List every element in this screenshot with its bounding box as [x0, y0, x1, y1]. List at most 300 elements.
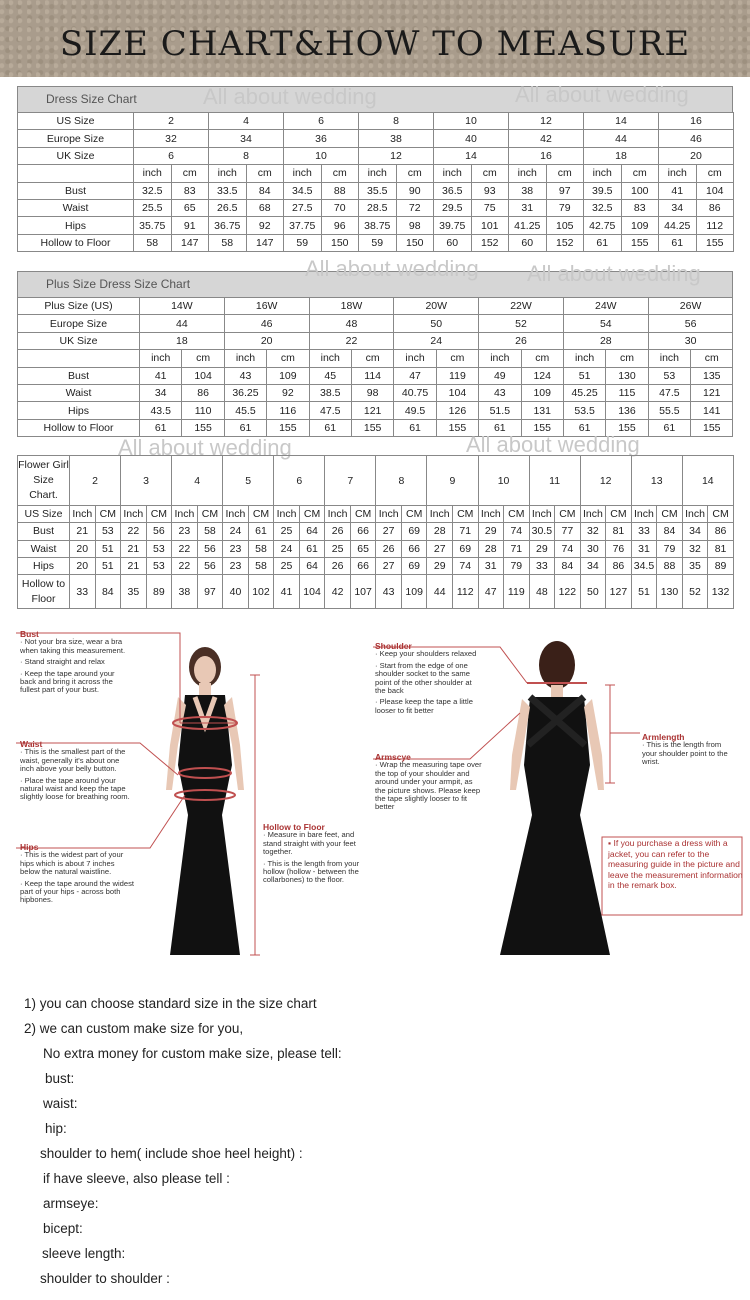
- watermark: All about wedding: [118, 435, 292, 460]
- table-row: [18, 130, 734, 147]
- value-cell: 27.5: [284, 199, 322, 216]
- unit-cell: CM: [248, 506, 274, 523]
- value-cell: 50: [580, 575, 606, 609]
- value-cell: 61: [659, 234, 697, 251]
- size-cell: 5: [223, 456, 274, 506]
- unit-cell: CM: [504, 506, 530, 523]
- value-cell: 86: [182, 384, 224, 401]
- value-cell: 97: [197, 575, 223, 609]
- table-row: [18, 332, 733, 349]
- value-cell: 66: [401, 540, 427, 557]
- unit-cell: cm: [546, 165, 584, 182]
- value-cell: 29: [427, 557, 453, 574]
- table-row: [18, 367, 733, 384]
- value-cell: 112: [452, 575, 478, 609]
- value-cell: 98: [351, 384, 393, 401]
- value-cell: 25: [325, 540, 351, 557]
- size-cell: 9: [427, 456, 478, 506]
- row-label: Hollow to Floor: [18, 234, 134, 251]
- jacket-note-text: If you purchase a dress with a jacket, you can refer to the measuring guide in the picture and leave the measurement information in the remark box.: [608, 838, 743, 891]
- hollow-tip: · This is the length from your hollow (hollow - between the collarbones) to the floor.: [263, 860, 363, 885]
- value-cell: 20: [70, 540, 96, 557]
- value-cell: 34: [682, 523, 708, 540]
- unit-cell: cm: [171, 165, 209, 182]
- size-cell: 38: [359, 130, 434, 147]
- value-cell: 69: [401, 523, 427, 540]
- value-cell: 112: [696, 217, 734, 234]
- instruction-line: shoulder to shoulder :: [40, 1271, 170, 1286]
- value-cell: 39.75: [434, 217, 472, 234]
- value-cell: 79: [657, 540, 683, 557]
- hollow-heading: Hollow to Floor: [263, 822, 325, 832]
- value-cell: 69: [452, 540, 478, 557]
- value-cell: 28: [427, 523, 453, 540]
- row-label: Bust: [18, 523, 70, 540]
- size-cell: 56: [648, 315, 733, 332]
- value-cell: 48: [529, 575, 555, 609]
- size-cell: 14W: [140, 298, 225, 315]
- value-cell: 47: [478, 575, 504, 609]
- shoulder-heading: Shoulder: [375, 641, 412, 651]
- size-cell: 6: [274, 456, 325, 506]
- instruction-line: 1) you can choose standard size in the size chart: [24, 996, 317, 1011]
- value-cell: 45.25: [563, 384, 605, 401]
- dress-size-table: [17, 112, 734, 252]
- unit-cell: Inch: [631, 506, 657, 523]
- value-cell: 61: [648, 419, 690, 436]
- value-cell: 90: [396, 182, 434, 199]
- value-cell: 38.75: [359, 217, 397, 234]
- unit-cell: CM: [555, 506, 581, 523]
- page-title: SIZE CHART&HOW TO MEASURE: [59, 24, 691, 64]
- plus-chart-title: Plus Size Dress Size Chart: [17, 271, 733, 298]
- value-cell: 84: [246, 182, 284, 199]
- value-cell: 155: [267, 419, 309, 436]
- table-row: [18, 234, 734, 251]
- shoulder-tip: · Start from the edge of one shoulder socket to the same point of the other shoulder at the back: [375, 662, 480, 696]
- waist-heading: Waist: [20, 739, 43, 749]
- unit-cell: inch: [359, 165, 397, 182]
- value-cell: 34.5: [631, 557, 657, 574]
- value-cell: 76: [606, 540, 632, 557]
- value-cell: 60: [434, 234, 472, 251]
- table-row: [18, 217, 734, 234]
- size-cell: 14: [584, 113, 659, 130]
- value-cell: 100: [621, 182, 659, 199]
- value-cell: 88: [657, 557, 683, 574]
- instruction-line: shoulder to hem( include shoe heel height) :: [40, 1146, 303, 1161]
- value-cell: 26: [325, 523, 351, 540]
- value-cell: 155: [621, 234, 659, 251]
- size-cell: 28: [563, 332, 648, 349]
- back-model-figure: [500, 641, 610, 955]
- value-cell: 71: [452, 523, 478, 540]
- value-cell: 155: [436, 419, 478, 436]
- size-cell: 52: [479, 315, 564, 332]
- value-cell: 66: [350, 523, 376, 540]
- value-cell: 64: [299, 557, 325, 574]
- table-row: [18, 557, 734, 574]
- unit-cell: inch: [394, 350, 436, 367]
- value-cell: 70: [321, 199, 359, 216]
- value-cell: 104: [436, 384, 478, 401]
- table-row: [18, 315, 733, 332]
- bust-tip: · Keep the tape around your back and bring it across the fullest part of your bust.: [20, 670, 130, 695]
- unit-cell: Inch: [325, 506, 351, 523]
- table-row: [18, 199, 734, 216]
- value-cell: 33: [70, 575, 96, 609]
- size-cell: 20W: [394, 298, 479, 315]
- unit-cell: Inch: [376, 506, 402, 523]
- value-cell: 35: [121, 575, 147, 609]
- hips-tip: · This is the widest part of your hips which is about 7 inches below the natural waistline.: [20, 851, 135, 876]
- value-cell: 61: [248, 523, 274, 540]
- value-cell: 121: [691, 384, 733, 401]
- row-label: Bust: [18, 182, 134, 199]
- value-cell: 39.5: [584, 182, 622, 199]
- hollow-tip: · Measure in bare feet, and stand straight with your feet together.: [263, 831, 363, 856]
- value-cell: 119: [504, 575, 530, 609]
- size-cell: 26: [479, 332, 564, 349]
- unit-cell: Inch: [274, 506, 300, 523]
- row-label: Bust: [18, 367, 140, 384]
- value-cell: 32.5: [584, 199, 622, 216]
- unit-cell: inch: [584, 165, 622, 182]
- value-cell: 61: [563, 419, 605, 436]
- unit-cell: Inch: [172, 506, 198, 523]
- value-cell: 29.5: [434, 199, 472, 216]
- shoulder-instructions: [375, 642, 480, 715]
- size-cell: 10: [284, 147, 359, 164]
- unit-cell: cm: [396, 165, 434, 182]
- size-cell: 24: [394, 332, 479, 349]
- value-cell: 89: [146, 575, 172, 609]
- size-cell: 2: [70, 456, 121, 506]
- value-cell: 49: [479, 367, 521, 384]
- hips-heading: Hips: [20, 842, 39, 852]
- size-cell: 44: [140, 315, 225, 332]
- size-cell: 42: [509, 130, 584, 147]
- value-cell: 65: [171, 199, 209, 216]
- size-cell: 10: [478, 456, 529, 506]
- value-cell: 84: [555, 557, 581, 574]
- value-cell: 30: [580, 540, 606, 557]
- row-label: US Size: [18, 113, 134, 130]
- value-cell: 72: [396, 199, 434, 216]
- size-cell: 4: [172, 456, 223, 506]
- flower-girl-header: Flower Girl Size Chart.: [18, 456, 70, 506]
- value-cell: 43: [479, 384, 521, 401]
- value-cell: 25.5: [134, 199, 172, 216]
- bust-heading: Bust: [20, 629, 39, 639]
- table-row: [18, 384, 733, 401]
- size-cell: 24W: [563, 298, 648, 315]
- value-cell: 41.25: [509, 217, 547, 234]
- value-cell: 43: [224, 367, 266, 384]
- size-cell: 20: [659, 147, 734, 164]
- value-cell: 32.5: [134, 182, 172, 199]
- unit-cell: cm: [246, 165, 284, 182]
- shoulder-tip: · Keep your shoulders relaxed: [375, 650, 480, 658]
- size-cell: 46: [659, 130, 734, 147]
- value-cell: 75: [471, 199, 509, 216]
- value-cell: 34: [659, 199, 697, 216]
- unit-cell: CM: [197, 506, 223, 523]
- value-cell: 61: [140, 419, 182, 436]
- value-cell: 141: [691, 402, 733, 419]
- watermark: All about wedding: [203, 84, 377, 109]
- unit-cell: inch: [140, 350, 182, 367]
- table-row: [18, 147, 734, 164]
- unit-cell: inch: [134, 165, 172, 182]
- value-cell: 58: [209, 234, 247, 251]
- value-cell: 53: [648, 367, 690, 384]
- value-cell: 51: [95, 557, 121, 574]
- size-cell: 10: [434, 113, 509, 130]
- watermark: All about wedding: [527, 261, 701, 286]
- armscye-tip: · Wrap the measuring tape over the top of your shoulder and around under your armpit, as the picture shows. Please keep the tape slightly looser to fit better: [375, 761, 485, 811]
- value-cell: 81: [606, 523, 632, 540]
- value-cell: 41: [659, 182, 697, 199]
- value-cell: 58: [134, 234, 172, 251]
- size-cell: 16W: [224, 298, 309, 315]
- value-cell: 36.5: [434, 182, 472, 199]
- value-cell: 29: [529, 540, 555, 557]
- value-cell: 36.75: [209, 217, 247, 234]
- value-cell: 55.5: [648, 402, 690, 419]
- size-cell: 40: [434, 130, 509, 147]
- armscye-instructions: [375, 753, 485, 812]
- table-row: [18, 506, 734, 523]
- value-cell: 22: [121, 523, 147, 540]
- value-cell: 47.5: [309, 402, 351, 419]
- instruction-line: bust:: [45, 1071, 75, 1086]
- value-cell: 22: [172, 540, 198, 557]
- value-cell: 20: [70, 557, 96, 574]
- value-cell: 155: [606, 419, 648, 436]
- value-cell: 21: [121, 540, 147, 557]
- value-cell: 33.5: [209, 182, 247, 199]
- value-cell: 56: [197, 540, 223, 557]
- value-cell: 102: [248, 575, 274, 609]
- watermark: All about wedding: [515, 82, 689, 107]
- value-cell: 131: [521, 402, 563, 419]
- row-label: [18, 350, 140, 367]
- unit-cell: cm: [267, 350, 309, 367]
- value-cell: 74: [555, 540, 581, 557]
- value-cell: 27: [427, 540, 453, 557]
- armlength-instructions: [642, 733, 737, 767]
- armlength-heading: Armlength: [642, 732, 685, 742]
- unit-cell: cm: [606, 350, 648, 367]
- value-cell: 41: [274, 575, 300, 609]
- instruction-line: sleeve length:: [42, 1246, 126, 1261]
- size-cell: 12: [580, 456, 631, 506]
- size-cell: 34: [209, 130, 284, 147]
- unit-cell: cm: [351, 350, 393, 367]
- size-cell: 14: [682, 456, 733, 506]
- unit-cell: inch: [648, 350, 690, 367]
- value-cell: 38.5: [309, 384, 351, 401]
- value-cell: 83: [621, 199, 659, 216]
- size-cell: 13: [631, 456, 682, 506]
- value-cell: 127: [606, 575, 632, 609]
- value-cell: 130: [606, 367, 648, 384]
- value-cell: 150: [321, 234, 359, 251]
- value-cell: 91: [171, 217, 209, 234]
- unit-cell: CM: [146, 506, 172, 523]
- value-cell: 29: [478, 523, 504, 540]
- value-cell: 92: [267, 384, 309, 401]
- value-cell: 34: [140, 384, 182, 401]
- armlength-tip: · This is the length from your shoulder point to the wrist.: [642, 741, 737, 766]
- waist-tip: · This is the smallest part of the waist, generally it's about one inch above your belly button.: [20, 748, 135, 773]
- unit-cell: inch: [209, 165, 247, 182]
- value-cell: 71: [504, 540, 530, 557]
- value-cell: 79: [504, 557, 530, 574]
- unit-cell: Inch: [70, 506, 96, 523]
- value-cell: 65: [350, 540, 376, 557]
- instruction-line: if have sleeve, also please tell :: [43, 1171, 230, 1186]
- unit-cell: cm: [182, 350, 224, 367]
- value-cell: 26: [376, 540, 402, 557]
- value-cell: 58: [197, 523, 223, 540]
- value-cell: 79: [546, 199, 584, 216]
- hollow-instructions: [263, 823, 363, 885]
- flower-girl-table: [17, 455, 734, 609]
- value-cell: 33: [631, 523, 657, 540]
- size-cell: 18: [584, 147, 659, 164]
- value-cell: 83: [171, 182, 209, 199]
- value-cell: 109: [621, 217, 659, 234]
- value-cell: 51: [563, 367, 605, 384]
- row-label: Europe Size: [18, 315, 140, 332]
- unit-cell: cm: [621, 165, 659, 182]
- value-cell: 66: [350, 557, 376, 574]
- value-cell: 105: [546, 217, 584, 234]
- value-cell: 22: [172, 557, 198, 574]
- value-cell: 36.25: [224, 384, 266, 401]
- value-cell: 92: [246, 217, 284, 234]
- value-cell: 44: [427, 575, 453, 609]
- value-cell: 132: [708, 575, 734, 609]
- bust-tip: · Stand straight and relax: [20, 658, 130, 666]
- unit-cell: inch: [563, 350, 605, 367]
- value-cell: 37.75: [284, 217, 322, 234]
- value-cell: 96: [321, 217, 359, 234]
- value-cell: 23: [223, 557, 249, 574]
- size-cell: 4: [209, 113, 284, 130]
- value-cell: 25: [274, 557, 300, 574]
- instruction-line: waist:: [43, 1096, 78, 1111]
- waist-tip: · Place the tape around your natural waist and keep the tape slightly loose for breathing room.: [20, 777, 135, 802]
- title-banner: [0, 0, 750, 77]
- value-cell: 42.75: [584, 217, 622, 234]
- value-cell: 23: [223, 540, 249, 557]
- value-cell: 56: [146, 523, 172, 540]
- size-cell: 46: [224, 315, 309, 332]
- size-cell: 18W: [309, 298, 394, 315]
- value-cell: 40.75: [394, 384, 436, 401]
- value-cell: 60: [509, 234, 547, 251]
- value-cell: 28: [478, 540, 504, 557]
- value-cell: 93: [471, 182, 509, 199]
- value-cell: 81: [708, 540, 734, 557]
- value-cell: 61: [479, 419, 521, 436]
- value-cell: 109: [521, 384, 563, 401]
- row-label: Waist: [18, 384, 140, 401]
- unit-cell: cm: [321, 165, 359, 182]
- unit-cell: inch: [309, 350, 351, 367]
- value-cell: 44.25: [659, 217, 697, 234]
- size-cell: 14: [434, 147, 509, 164]
- table-row: [18, 165, 734, 182]
- row-label: Waist: [18, 540, 70, 557]
- row-label: Plus Size (US): [18, 298, 140, 315]
- table-row: [18, 350, 733, 367]
- value-cell: 152: [546, 234, 584, 251]
- dress-chart-title: Dress Size Chart: [17, 86, 733, 113]
- value-cell: 43.5: [140, 402, 182, 419]
- value-cell: 43: [376, 575, 402, 609]
- value-cell: 58: [248, 540, 274, 557]
- value-cell: 35.5: [359, 182, 397, 199]
- value-cell: 126: [436, 402, 478, 419]
- row-label: UK Size: [18, 332, 140, 349]
- bust-instructions: [20, 630, 130, 695]
- value-cell: 147: [171, 234, 209, 251]
- value-cell: 61: [224, 419, 266, 436]
- value-cell: 147: [246, 234, 284, 251]
- unit-cell: inch: [224, 350, 266, 367]
- value-cell: 136: [606, 402, 648, 419]
- value-cell: 155: [696, 234, 734, 251]
- table-row: [18, 298, 733, 315]
- value-cell: 51: [631, 575, 657, 609]
- value-cell: 31: [478, 557, 504, 574]
- value-cell: 47.5: [648, 384, 690, 401]
- value-cell: 45.5: [224, 402, 266, 419]
- table-row: [18, 456, 734, 506]
- value-cell: 56: [197, 557, 223, 574]
- size-cell: 8: [359, 113, 434, 130]
- unit-cell: CM: [299, 506, 325, 523]
- shoulder-tip: · Please keep the tape a little looser to fit better: [375, 698, 480, 715]
- unit-cell: Inch: [478, 506, 504, 523]
- value-cell: 26: [325, 557, 351, 574]
- value-cell: 155: [521, 419, 563, 436]
- value-cell: 115: [606, 384, 648, 401]
- size-cell: 26W: [648, 298, 733, 315]
- value-cell: 121: [351, 402, 393, 419]
- size-cell: 12: [509, 113, 584, 130]
- row-label: Hollow to Floor: [18, 419, 140, 436]
- instruction-line: hip:: [45, 1121, 67, 1136]
- value-cell: 86: [708, 523, 734, 540]
- unit-cell: inch: [434, 165, 472, 182]
- value-cell: 124: [521, 367, 563, 384]
- unit-cell: CM: [708, 506, 734, 523]
- value-cell: 116: [267, 402, 309, 419]
- value-cell: 86: [606, 557, 632, 574]
- value-cell: 32: [580, 523, 606, 540]
- value-cell: 31: [631, 540, 657, 557]
- value-cell: 27: [376, 523, 402, 540]
- value-cell: 110: [182, 402, 224, 419]
- unit-cell: Inch: [580, 506, 606, 523]
- waist-instructions: [20, 740, 135, 802]
- unit-cell: CM: [350, 506, 376, 523]
